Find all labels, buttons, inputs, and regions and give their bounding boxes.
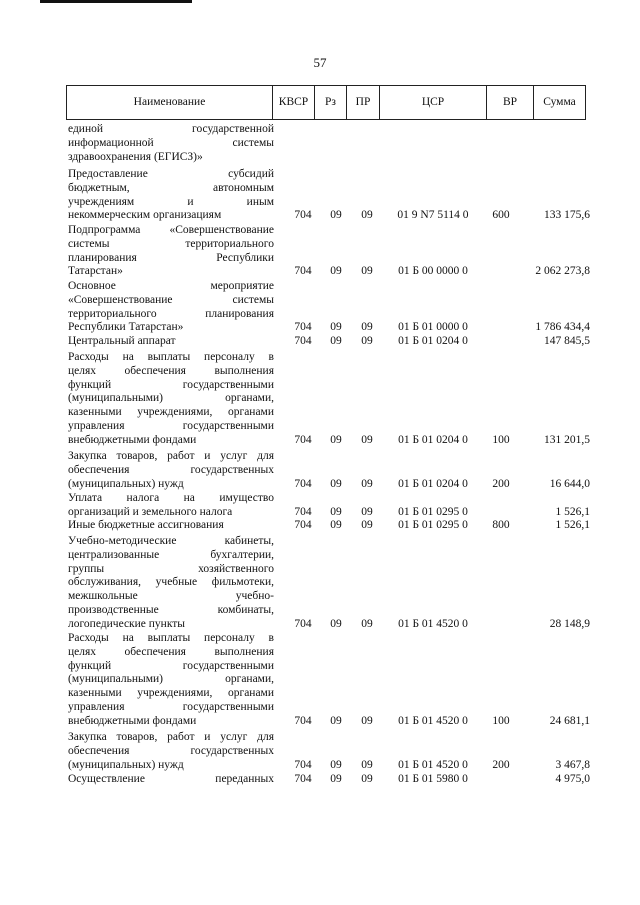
cell-kvsr: 704 [294,505,312,518]
cell-pr: 09 [361,209,373,222]
cell-kvsr: 704 [294,321,312,334]
cell-pr: 09 [361,505,373,518]
header-sum: Сумма [543,96,576,108]
cell-csr: 01 Б 01 5980 0 [398,773,468,785]
row-name-line: Подпрограмма «Совершенствование [68,224,274,236]
cell-csr: 01 Б 00 0000 0 [398,265,468,278]
table-row [68,280,590,335]
cell-sum: 2 062 273,8 [535,265,590,278]
cell-pr: 09 [361,773,373,785]
cell-kvsr: 704 [294,773,312,785]
row-name-line: логопедические пункты [68,617,186,630]
row-name-line: обеспечения государственных [68,463,274,476]
table-header [66,85,586,120]
table-row [68,168,590,223]
cell-rz: 09 [330,265,342,278]
row-name [68,280,274,335]
row-name-line: производственные комбинаты, [68,603,274,616]
row-name-line: казенными учреждениями, органами [68,406,274,419]
row-name-line: Закупка товаров, работ и услуг для [68,450,274,462]
header-rule [40,0,192,3]
cell-pr: 09 [361,265,373,278]
row-name-line: Центральный аппарат [68,335,176,347]
cell-csr: 01 Б 01 0204 0 [398,477,468,490]
row-name-line: (муниципальными) органами, [68,673,274,686]
row-name [68,351,274,448]
row-name-line: внебюджетными фондами [68,433,197,446]
table-row [68,123,590,164]
cell-vr: 100 [492,433,510,446]
cell-vr: 100 [492,714,510,727]
cell-kvsr: 704 [294,335,312,347]
header-pr: ПР [347,86,380,119]
cell-rz: 09 [330,773,342,785]
table-row [68,224,590,279]
cell-pr: 09 [361,477,373,490]
row-name-line: (муниципальных) нужд [68,477,184,490]
row-name-line: функций государственными [68,378,274,391]
cell-rz: 09 [330,477,342,490]
cell-sum: 4 975,0 [555,773,590,785]
row-name [68,450,274,491]
row-name-line: планирования Республики [68,251,274,264]
row-name [68,519,274,533]
cell-csr: 01 Б 01 0204 0 [398,335,468,347]
row-name-line: некоммерческим организациям [68,209,222,222]
cell-kvsr: 704 [294,209,312,222]
row-name-line: бюджетным, автономным [68,181,274,194]
row-name-line: управления государственными [68,700,274,713]
row-name [68,123,274,164]
cell-rz: 09 [330,209,342,222]
cell-sum: 3 467,8 [555,758,590,771]
row-name-line: здравоохранения (ЕГИСЗ)» [68,150,203,163]
cell-vr: 200 [492,477,510,490]
cell-sum: 133 175,6 [544,209,590,222]
row-name-line: организаций и земельного налога [68,505,233,518]
row-name [68,632,274,729]
cell-pr: 09 [361,617,373,630]
cell-vr: 600 [492,209,510,222]
cell-rz: 09 [330,519,342,531]
row-name-line: целях обеспечения выполнения [68,645,274,658]
cell-csr: 01 Б 01 0000 0 [398,321,468,334]
cell-csr: 01 Б 01 0295 0 [398,519,468,531]
cell-sum: 1 526,1 [555,505,590,518]
row-name-line: учреждениям и иным [68,195,274,208]
row-name-line: управления государственными [68,419,274,432]
row-name-line: «Совершенствование системы [68,293,274,306]
cell-csr: 01 9 N7 5114 0 [397,209,469,222]
cell-csr: 01 Б 01 0295 0 [398,505,468,518]
cell-rz: 09 [330,433,342,446]
row-name-line: Иные бюджетные ассигнования [68,519,224,531]
cell-kvsr: 704 [294,477,312,490]
row-name-line: территориального планирования [68,307,274,320]
cell-sum: 16 644,0 [549,477,590,490]
row-name-line: централизованные бухгалтерии, [68,548,274,561]
row-name-line: внебюджетными фондами [68,714,197,727]
cell-rz: 09 [330,617,342,630]
cell-kvsr: 704 [294,758,312,771]
row-name [68,168,274,223]
cell-csr: 01 Б 01 4520 0 [398,758,468,771]
cell-kvsr: 704 [294,265,312,278]
row-name-line: Республики Татарстан» [68,321,184,334]
cell-sum: 24 681,1 [549,714,590,727]
cell-rz: 09 [330,335,342,347]
table-row [68,492,590,520]
table-row [68,519,590,533]
header-kvsr: КВСР [273,86,315,119]
cell-kvsr: 704 [294,519,312,531]
row-name-line: обеспечения государственных [68,744,274,757]
table-row [68,632,590,729]
row-name-line: Расходы на выплаты персоналу в [68,351,274,363]
cell-kvsr: 704 [294,433,312,446]
row-name-line: функций государственными [68,659,274,672]
cell-sum: 1 786 434,4 [535,321,590,334]
row-name-line: Осуществление переданных [68,773,274,785]
row-name-line: системы территориального [68,237,274,250]
row-name [68,773,274,787]
row-name [68,492,274,520]
cell-rz: 09 [330,714,342,727]
row-name-line: целях обеспечения выполнения [68,364,274,377]
cell-pr: 09 [361,433,373,446]
row-name-line: (муниципальными) органами, [68,392,274,405]
cell-sum: 131 201,5 [544,433,590,446]
cell-pr: 09 [361,321,373,334]
cell-rz: 09 [330,505,342,518]
page-number: 57 [313,55,327,70]
row-name [68,731,274,772]
row-name-line: Учебно-методические кабинеты, [68,535,274,547]
cell-sum: 1 526,1 [555,519,590,531]
row-name-line: единой государственной [68,123,274,135]
cell-vr: 200 [492,758,510,771]
table-row [68,773,590,787]
table-row [68,335,590,349]
row-name-line: Закупка товаров, работ и услуг для [68,731,274,743]
cell-kvsr: 704 [294,617,312,630]
cell-kvsr: 704 [294,714,312,727]
row-name-line: (муниципальных) нужд [68,758,184,771]
table-row [68,535,590,632]
row-name [68,335,274,349]
header-vr: ВР [487,86,534,119]
cell-pr: 09 [361,714,373,727]
cell-pr: 09 [361,335,373,347]
row-name-line: Уплата налога на имущество [68,492,274,504]
row-name-line: группы хозяйственного [68,562,274,575]
header-name: Наименование [67,86,273,119]
cell-pr: 09 [361,758,373,771]
cell-csr: 01 Б 01 4520 0 [398,617,468,630]
row-name-line: казенными учреждениями, органами [68,687,274,700]
table-row [68,450,590,491]
row-name [68,535,274,632]
row-name-line: Предоставление субсидий [68,168,274,180]
row-name [68,224,274,279]
row-name-line: Татарстан» [68,265,123,278]
cell-rz: 09 [330,758,342,771]
row-name-line: обслуживания, учебные фильмотеки, [68,576,274,589]
cell-sum: 28 148,9 [549,617,590,630]
cell-rz: 09 [330,321,342,334]
row-name-line: межшкольные учебно- [68,590,274,603]
cell-vr: 800 [492,519,510,531]
cell-pr: 09 [361,519,373,531]
table-row [68,351,590,448]
cell-csr: 01 Б 01 4520 0 [398,714,468,727]
header-rz: Рз [315,86,347,119]
cell-sum: 147 845,5 [544,335,590,347]
row-name-line: Расходы на выплаты персоналу в [68,632,274,644]
table-row [68,731,590,772]
row-name-line: Основное мероприятие [68,280,274,292]
cell-csr: 01 Б 01 0204 0 [398,433,468,446]
row-name-line: информационной системы [68,136,274,149]
header-csr: ЦСР [380,86,487,119]
